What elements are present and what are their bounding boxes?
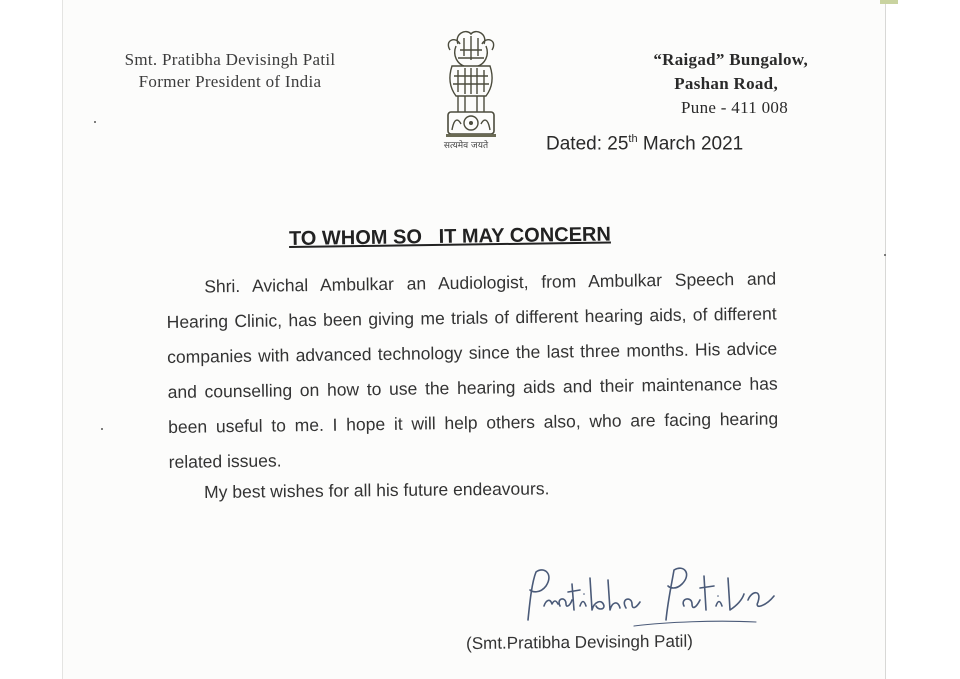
letter-heading: TO WHOM SO IT MAY CONCERN: [288, 223, 611, 250]
letter-body: [166, 261, 779, 479]
date-suffix: March 2021: [637, 133, 744, 155]
letterhead-sender: [90, 49, 370, 93]
closing-wishes: My best wishes for all his future endeavours.: [204, 478, 550, 502]
emblem-motto: सत्यमेव जयते: [443, 141, 489, 151]
scan-speck: [884, 254, 886, 256]
scan-speck: [101, 428, 103, 430]
signatory-name: (Smt.Pratibha Devisingh Patil): [466, 631, 693, 653]
letterhead-address: [620, 48, 860, 120]
body-paragraph: Shri. Avichal Ambulkar an Audiologist, from Ambulkar Speech and Hearing Clinic, has been giving me trials of different hearing aids, of different companies with advanced technology since the last three months. His advice and counselling on how to use the hearing aids and their maintenance has been useful to me. I hope it will help others also, who are facing hearing related issues.: [166, 268, 779, 472]
letter-date: [546, 133, 743, 155]
scan-speck: [94, 121, 96, 123]
date-superscript: th: [628, 133, 638, 145]
address-line: “Raigad” Bungalow,: [653, 50, 808, 69]
date-prefix: Dated: 25: [546, 133, 629, 155]
national-emblem-icon: [428, 26, 514, 156]
sender-name: Smt. Pratibha Devisingh Patil: [124, 50, 336, 69]
address-line: Pune - 411 008: [681, 98, 788, 117]
handwritten-signature: [516, 560, 796, 632]
address-line: Pashan Road,: [674, 74, 778, 93]
scan-edge-strip: [880, 0, 898, 4]
sender-title: Former President of India: [138, 72, 322, 91]
